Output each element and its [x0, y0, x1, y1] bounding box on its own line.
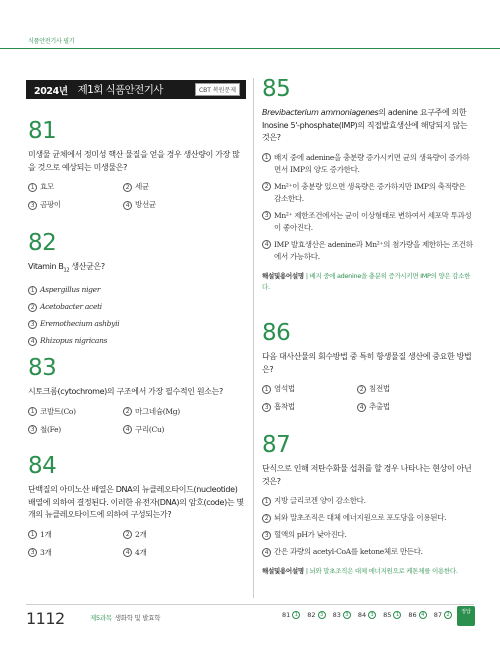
option-marker: 4 [123, 425, 132, 434]
answer-choice: 1 [393, 611, 401, 619]
options [262, 495, 474, 558]
option-4[interactable] [123, 199, 218, 211]
option-label: 흡착법 [274, 402, 295, 411]
option-label: Acetobacter aceti [40, 302, 102, 312]
option-marker: 2 [123, 407, 132, 416]
column-divider [253, 78, 254, 598]
option-marker: 2 [123, 530, 132, 539]
option-marker: 2 [262, 514, 271, 523]
option-label: 철(Fe) [40, 424, 61, 434]
option-4[interactable] [123, 547, 218, 559]
option-label: 혈액의 pH가 낮아진다. [274, 530, 347, 539]
option-marker: 3 [262, 211, 271, 220]
option-label: 추출법 [369, 402, 390, 411]
question-83 [28, 357, 243, 436]
option-marker: 1 [28, 530, 37, 539]
question-text: 미생물 균체에서 정미성 핵산 물질을 얻을 경우 생산량이 가장 많을 것으로 예상되는 미생물은? [28, 150, 240, 172]
explanation-head: 해설및용어설명 [262, 271, 304, 280]
question-87 [262, 434, 474, 577]
question-number: 85 [262, 76, 291, 102]
question-text [28, 261, 243, 277]
exam-banner [26, 80, 246, 99]
option-marker: 3 [28, 548, 37, 557]
option-label: IMP 발효생산은 adenine과 Mn²⁺의 첨가량을 제한하는 조건하에서 가능하다. [274, 239, 473, 261]
option-marker: 3 [262, 531, 271, 540]
question-text: 단식으로 인해 저탄수화물 섭취를 할 경우 나타나는 현상이 아닌 것은? [262, 464, 472, 486]
option-marker: 2 [123, 183, 132, 192]
banner-title: 제1회 식품안전기사 [77, 84, 163, 96]
option-marker: 3 [28, 425, 37, 434]
options [262, 152, 474, 263]
option-label: 세균 [135, 182, 149, 191]
options [28, 284, 243, 347]
answer-question: 84 [357, 611, 367, 619]
top-rule [0, 48, 500, 49]
question-86 [262, 322, 474, 413]
answer-question: 82 [307, 611, 316, 619]
answer-question: 83 [332, 611, 341, 619]
chapter-title: 생화학 및 발효학 [114, 614, 161, 622]
answer-choice: 3 [343, 611, 351, 619]
option-marker: 4 [357, 403, 366, 412]
option-label: 염석법 [274, 384, 295, 393]
question-number: 82 [28, 230, 57, 256]
option-marker: 2 [28, 303, 37, 312]
question-text-subscript: 12 [63, 267, 70, 274]
option-marker: 3 [28, 201, 37, 210]
answer-choice: 1 [292, 611, 300, 619]
option-2[interactable] [262, 181, 474, 205]
bottom-rule [26, 604, 474, 605]
answer-86 [408, 611, 426, 619]
option-label: 코발트(Co) [40, 406, 76, 416]
option-marker: 4 [123, 201, 132, 210]
options [28, 406, 243, 436]
option-label: 곰팡이 [40, 200, 61, 209]
options [28, 529, 246, 559]
option-label: Eremothecium ashbyii [40, 319, 120, 329]
answer-question: 85 [383, 611, 392, 619]
option-3[interactable] [262, 529, 474, 541]
answer-choice: 4 [419, 611, 427, 619]
option-1[interactable] [28, 529, 123, 541]
option-label: Mn²⁺ 제한조건에서는 균이 이상형태로 변하여서 세포막 투과성이 좋아진다. [274, 210, 472, 232]
option-label: 배지 중에 adenine을 충분량 증가시키면 균의 생육량이 증가하면서 IMP의 양도 증가한다. [274, 152, 470, 174]
explanation-text: | 뇌와 말초조직은 대체 에너지원으로 케톤체를 이용한다. [305, 567, 458, 575]
question-text-organism: Brevibacterium ammoniagenes [262, 108, 379, 117]
answer-question: 87 [433, 611, 442, 619]
question-number: 87 [262, 432, 291, 458]
option-4[interactable] [357, 401, 452, 413]
banner-year: 2024년 [34, 85, 68, 97]
chapter-number: 제5과목 [90, 614, 112, 622]
option-3[interactable] [262, 401, 357, 413]
question-number: 86 [262, 320, 291, 346]
option-2[interactable] [123, 529, 218, 541]
option-label: 마그네슘(Mg) [135, 406, 180, 416]
options [262, 383, 474, 413]
running-head: 식품안전기사 필기 [28, 38, 75, 45]
option-2[interactable] [262, 512, 474, 524]
option-marker: 1 [28, 183, 37, 192]
option-2[interactable] [357, 383, 452, 395]
option-marker: 2 [357, 385, 366, 394]
question-number: 83 [28, 355, 57, 381]
option-3[interactable] [28, 424, 123, 436]
options [28, 181, 243, 211]
question-81 [28, 120, 243, 211]
option-label: 방선균 [135, 200, 156, 209]
option-marker: 1 [262, 497, 271, 506]
option-marker: 3 [262, 403, 271, 412]
option-marker: 4 [28, 337, 37, 346]
option-2[interactable] [123, 181, 218, 193]
option-label: 간은 과량의 acetyl-CoA를 ketone체로 만든다. [274, 547, 423, 556]
option-1[interactable] [28, 406, 123, 418]
explanation [262, 271, 474, 293]
explanation-head: 해설및용어설명 [262, 567, 304, 575]
banner-badge: CBT 복원문제 [195, 83, 240, 96]
option-marker: 2 [262, 182, 271, 191]
chapter-label [90, 613, 160, 622]
answer-87 [434, 611, 452, 619]
answer-83 [333, 611, 351, 619]
option-2[interactable] [28, 301, 243, 313]
question-text: 시토크롬(cytochrome)의 구조에서 가장 필수적인 원소는? [28, 387, 223, 396]
option-label: Mn²⁺이 충분량 있으면 생육량은 증가하지만 IMP의 축적량은 감소한다. [274, 181, 466, 203]
option-3[interactable] [28, 547, 123, 559]
option-marker: 4 [262, 548, 271, 557]
option-label: 2개 [135, 529, 147, 539]
option-label: 뇌와 말초조직은 대체 에너지원으로 포도당을 이용된다. [274, 513, 447, 522]
answer-key [282, 611, 452, 619]
option-marker: 4 [262, 240, 271, 249]
option-label: 4개 [135, 547, 147, 557]
question-text: 다음 대사산물의 회수방법 중 특히 항생물질 생산에 중요한 방법은? [262, 352, 472, 374]
option-label: Aspergillus niger [40, 285, 101, 295]
option-marker: 1 [28, 286, 37, 295]
option-1[interactable] [28, 284, 243, 296]
option-label: 침전법 [369, 384, 390, 393]
question-number: 84 [28, 453, 57, 479]
answer-question: 86 [408, 611, 417, 619]
option-label: Rhizopus nigricans [40, 336, 108, 346]
option-marker: 1 [262, 153, 271, 162]
option-1[interactable] [262, 495, 474, 507]
option-label: 지방 글리코겐 양이 감소한다. [274, 496, 366, 505]
option-marker: 1 [262, 385, 271, 394]
question-text-main: Vitamin B [28, 262, 64, 271]
option-3[interactable] [28, 318, 243, 330]
option-2[interactable] [123, 406, 218, 418]
question-85 [262, 78, 474, 293]
option-label: 효모 [40, 182, 54, 191]
option-4[interactable] [262, 239, 474, 263]
option-4[interactable] [28, 335, 243, 347]
question-82 [28, 232, 243, 347]
option-3[interactable] [262, 210, 474, 234]
option-label: 1개 [40, 529, 52, 539]
option-marker: 1 [28, 407, 37, 416]
explanation-text: | 배지 중에 adenine을 충분히 증가시키면 IMP의 양은 감소한다. [262, 271, 471, 291]
answer-choice: 2 [444, 611, 452, 619]
answer-84 [358, 611, 376, 619]
option-3[interactable] [28, 199, 123, 211]
question-number: 81 [28, 118, 57, 144]
question-text-tail: 생산균은? [69, 262, 105, 271]
answer-choice: 3 [368, 611, 376, 619]
option-label: 구리(Cu) [135, 424, 165, 434]
question-84 [28, 455, 246, 559]
option-marker: 4 [123, 548, 132, 557]
question-text [262, 107, 474, 145]
option-4[interactable] [262, 546, 474, 558]
option-marker: 3 [28, 320, 37, 329]
answer-81 [282, 611, 300, 619]
option-1[interactable] [262, 152, 474, 176]
option-4[interactable] [123, 424, 218, 436]
question-text-main: 의 adenine 요구주에 의한 Inosine 5'-phosphate(IMP)의 직접발효생산에 해당되지 않는 것은? [262, 108, 468, 142]
page-number: 1112 [26, 609, 65, 628]
answer-question: 81 [282, 611, 291, 619]
option-1[interactable] [262, 383, 357, 395]
option-1[interactable] [28, 181, 123, 193]
explanation [262, 566, 474, 577]
answer-82 [307, 611, 325, 619]
answer-tag: 정답 [457, 606, 475, 626]
option-label: 3개 [40, 547, 52, 557]
answer-85 [383, 611, 401, 619]
answer-choice: 3 [318, 611, 326, 619]
question-text: 단백질의 아미노산 배열은 DNA의 뉴클레오타이드(nucleotide) 배열에 의하여 결정된다. 이러한 유전자(DNA)의 암호(code)는 몇 개의 뉴클레오타이드에 의하여 구성되는가? [28, 485, 244, 519]
